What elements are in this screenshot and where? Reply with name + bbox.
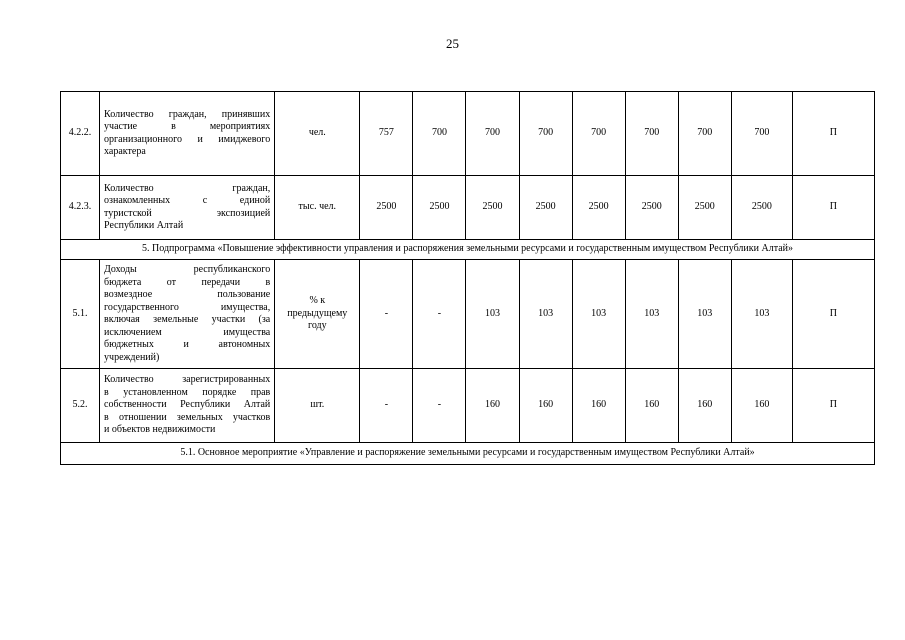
- indicator-name-line: возмездное пользование: [104, 289, 271, 300]
- indicator-name-line: в отношении земельных участков: [104, 411, 271, 423]
- section-row: [61, 240, 875, 260]
- section-title: 5.1. Основное мероприятие «Управление и распоряжение земельными ресурсами и государственным имуществом Республики Алтай»: [61, 443, 875, 465]
- indicator-name-line: исключением имущества: [104, 326, 271, 338]
- row-number: 5.2.: [61, 369, 100, 443]
- indicator-type: П: [792, 176, 874, 240]
- value-cell: 103: [731, 260, 792, 369]
- value-cell: -: [360, 369, 413, 443]
- value-cell: 700: [466, 92, 519, 176]
- value-cell: 2500: [413, 176, 466, 240]
- row-number: 4.2.2.: [61, 92, 100, 176]
- indicator-name-line: и объектов недвижимости: [104, 424, 216, 436]
- indicator-name-line: туристской экспозицией: [104, 207, 271, 219]
- indicator-name: [100, 92, 275, 176]
- indicator-name-line: бюджета от передачи в: [104, 276, 271, 288]
- value-cell: 700: [519, 92, 572, 176]
- unit-of-measure: шт.: [275, 369, 360, 443]
- indicator-name: [100, 369, 275, 443]
- page-number: 25: [446, 36, 459, 51]
- value-cell: 103: [519, 260, 572, 369]
- value-cell: 160: [678, 369, 731, 443]
- table-row: [61, 92, 875, 176]
- value-cell: 160: [572, 369, 625, 443]
- indicator-name-line: Количество граждан, принявших: [104, 108, 271, 120]
- indicator-name: [100, 260, 275, 369]
- indicator-name-line: Республики Алтай: [104, 220, 184, 231]
- unit-of-measure: чел.: [275, 92, 360, 176]
- value-cell: -: [413, 260, 466, 369]
- indicator-name-line: участие в мероприятиях: [104, 121, 271, 132]
- row-number: 5.1.: [61, 260, 100, 369]
- indicator-name-line: в установленном порядке прав: [104, 386, 271, 398]
- indicator-name: [100, 176, 275, 240]
- unit-line: % к: [309, 295, 326, 307]
- table-row: [61, 260, 875, 369]
- value-cell: 160: [519, 369, 572, 443]
- table-row: [61, 369, 875, 443]
- value-cell: -: [413, 369, 466, 443]
- value-cell: 103: [678, 260, 731, 369]
- indicator-name-line: включая земельные участки (за: [104, 314, 271, 325]
- indicator-name-line: Количество зарегистрированных: [104, 374, 271, 386]
- indicator-name-line: Количество граждан,: [104, 182, 271, 194]
- unit-line: году: [307, 320, 327, 332]
- indicators-table: [60, 91, 875, 465]
- value-cell: -: [360, 260, 413, 369]
- unit-of-measure: [275, 260, 360, 369]
- row-number: 4.2.3.: [61, 176, 100, 240]
- value-cell: 700: [413, 92, 466, 176]
- value-cell: 160: [625, 369, 678, 443]
- value-cell: 700: [731, 92, 792, 176]
- indicator-type: П: [792, 260, 874, 369]
- indicator-name-line: бюджетных и автономных: [104, 339, 271, 350]
- indicator-name-line: характера: [104, 146, 146, 157]
- unit-of-measure: тыс. чел.: [275, 176, 360, 240]
- value-cell: 2500: [625, 176, 678, 240]
- value-cell: 103: [466, 260, 519, 369]
- indicator-name-line: организационного и имиджевого: [104, 133, 271, 145]
- value-cell: 2500: [519, 176, 572, 240]
- section-row: [61, 443, 875, 465]
- indicator-name-line: государственного имущества,: [104, 301, 271, 313]
- value-cell: 160: [731, 369, 792, 443]
- indicator-name-line: ознакомленных с единой: [104, 195, 271, 206]
- section-title: 5. Подпрограмма «Повышение эффективности управления и распоряжения земельными ресурсами и государственным имуществом Республики Алтай»: [61, 240, 875, 260]
- value-cell: 2500: [572, 176, 625, 240]
- value-cell: 2500: [731, 176, 792, 240]
- value-cell: 2500: [360, 176, 413, 240]
- value-cell: 700: [678, 92, 731, 176]
- unit-line: предыдущему: [287, 307, 348, 319]
- value-cell: 2500: [678, 176, 731, 240]
- value-cell: 160: [466, 369, 519, 443]
- indicator-type: П: [792, 369, 874, 443]
- indicator-name-line: собственности Республики Алтай: [104, 399, 271, 411]
- value-cell: 757: [360, 92, 413, 176]
- indicator-name-line: учреждений): [104, 351, 160, 363]
- table-row: [61, 176, 875, 240]
- value-cell: 2500: [466, 176, 519, 240]
- indicator-type: П: [792, 92, 874, 176]
- value-cell: 700: [625, 92, 678, 176]
- value-cell: 700: [572, 92, 625, 176]
- indicator-name-line: Доходы республиканского: [104, 264, 271, 275]
- value-cell: 103: [625, 260, 678, 369]
- value-cell: 103: [572, 260, 625, 369]
